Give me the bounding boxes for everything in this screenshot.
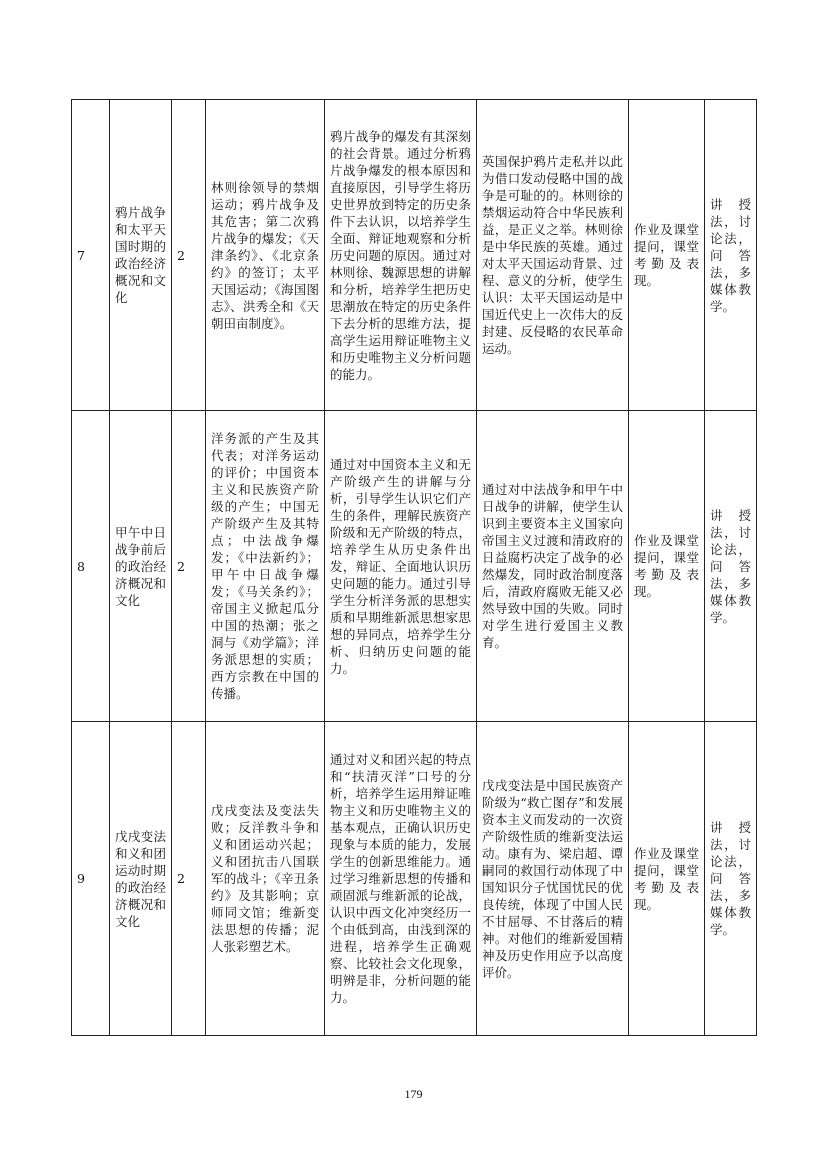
lesson-content: 林则徐领导的禁烟运动；鸦片战争及其危害；第二次鸦片战争的爆发；《天津条约》、《北京条约》的签订；太平天国运动；《海国图志》、洪秀全和《天朝田亩制度》。 [206,100,325,411]
lesson-hours: 2 [172,722,206,1036]
table-row [72,722,757,1036]
lesson-hours: 2 [172,100,206,411]
ideological-element: 英国保护鸦片走私并以此为借口发动侵略中国的战争是可耻的的。林则徐的禁烟运动符合中华民族利益，是正义之举。林则徐是中华民族的英雄。通过对太平天国运动背景、过程、意义的分析，使学生认识：太平天国运动是中国近代史上一次伟大的反封建、反侵略的农民革命运动。 [477,100,629,411]
teaching-goal: 通过对义和团兴起的特点和“扶清灭洋”口号的分析，培养学生运用辩证唯物主义和历史唯物主义的基本观点，正确认识历史现象与本质的能力，发展学生的创新思维能力。通过学习维新思想的传播和顽固派与维新派的论战，认识中西文化冲突经历一个由低到高，由浅到深的进程，培养学生正确观察、比较社会文化现象，明辨是非，分析问题的能力。 [325,722,477,1036]
lesson-topic: 甲午中日战争前后的政治经济概况和文化 [110,411,172,722]
curriculum-table [71,99,757,1036]
assessment-method: 作业及课堂提问，课堂考勤及表现。 [629,722,705,1036]
lesson-number: 8 [72,411,110,722]
page-number: 179 [404,1087,423,1101]
lesson-topic: 戊戌变法和义和团运动时期的政治经济概况和文化 [110,722,172,1036]
ideological-element: 通过对中法战争和甲午中日战争的讲解，使学生认识到主要资本主义国家向帝国主义过渡和清政府的日益腐朽决定了战争的必然爆发，同时政治制度落后，清政府腐败无能又必然导致中国的失败。同时对学生进行爱国主义教育。 [477,411,629,722]
teaching-method: 讲授法，讨论法，问答法，多媒体教学。 [705,411,757,722]
lesson-number: 7 [72,100,110,411]
ideological-element: 戊戌变法是中国民族资产阶级为“救亡图存”和发展资本主义而发动的一次资产阶级性质的维新变法运动。康有为、梁启超、谭嗣同的救国行动体现了中国知识分子忧国忧民的优良传统，体现了中国人民不甘屈辱、不甘落后的精神。对他们的维新爱国精神及历史作用应予以高度评价。 [477,722,629,1036]
teaching-goal: 鸦片战争的爆发有其深刻的社会背景。通过分析鸦片战争爆发的根本原因和直接原因，引导学生将历史世界放到特定的历史条件下去认识，以培养学生全面、辩证地观察和分析历史问题的原因。通过对林则徐、魏源思想的讲解和分析，培养学生把历史思潮放在特定的历史条件下去分析的思维方法，提高学生运用辩证唯物主义和历史唯物主义分析问题的能力。 [325,100,477,411]
assessment-method: 作业及课堂提问，课堂考勤及表现。 [629,100,705,411]
teaching-method: 讲授法，讨论法，问答法，多媒体教学。 [705,100,757,411]
assessment-method: 作业及课堂提问，课堂考勤及表现。 [629,411,705,722]
lesson-content: 洋务派的产生及其代表；对洋务运动的评价；中国资本主义和民族资产阶级的产生；中国无产阶级产生及其特点；中法战争爆发；《中法新约》；甲午中日战争爆发；《马关条约》；帝国主义掀起瓜分中国的热潮；张之洞与《劝学篇》；洋务派思想的实质；西方宗教在中国的传播。 [206,411,325,722]
table-row [72,100,757,411]
lesson-content: 戊戌变法及变法失败；反洋教斗争和义和团运动兴起；义和团抗击八国联军的战斗；《辛丑条约》及其影响；京师同文馆；维新变法思想的传播；泥人张彩塑艺术。 [206,722,325,1036]
lesson-number: 9 [72,722,110,1036]
lesson-topic: 鸦片战争和太平天国时期的政治经济概况和文化 [110,100,172,411]
lesson-hours: 2 [172,411,206,722]
table-row [72,411,757,722]
teaching-goal: 通过对中国资本主义和无产阶级产生的讲解与分析，引导学生认识它们产生的条件，理解民族资产阶级和无产阶级的特点，培养学生从历史条件出发，辩证、全面地认识历史问题的能力。通过引导学生分析洋务派的思想实质和早期维新派思想家思想的异同点，培养学生分析、归纳历史问题的能力。 [325,411,477,722]
teaching-method: 讲授法，讨论法，问答法，多媒体教学。 [705,722,757,1036]
